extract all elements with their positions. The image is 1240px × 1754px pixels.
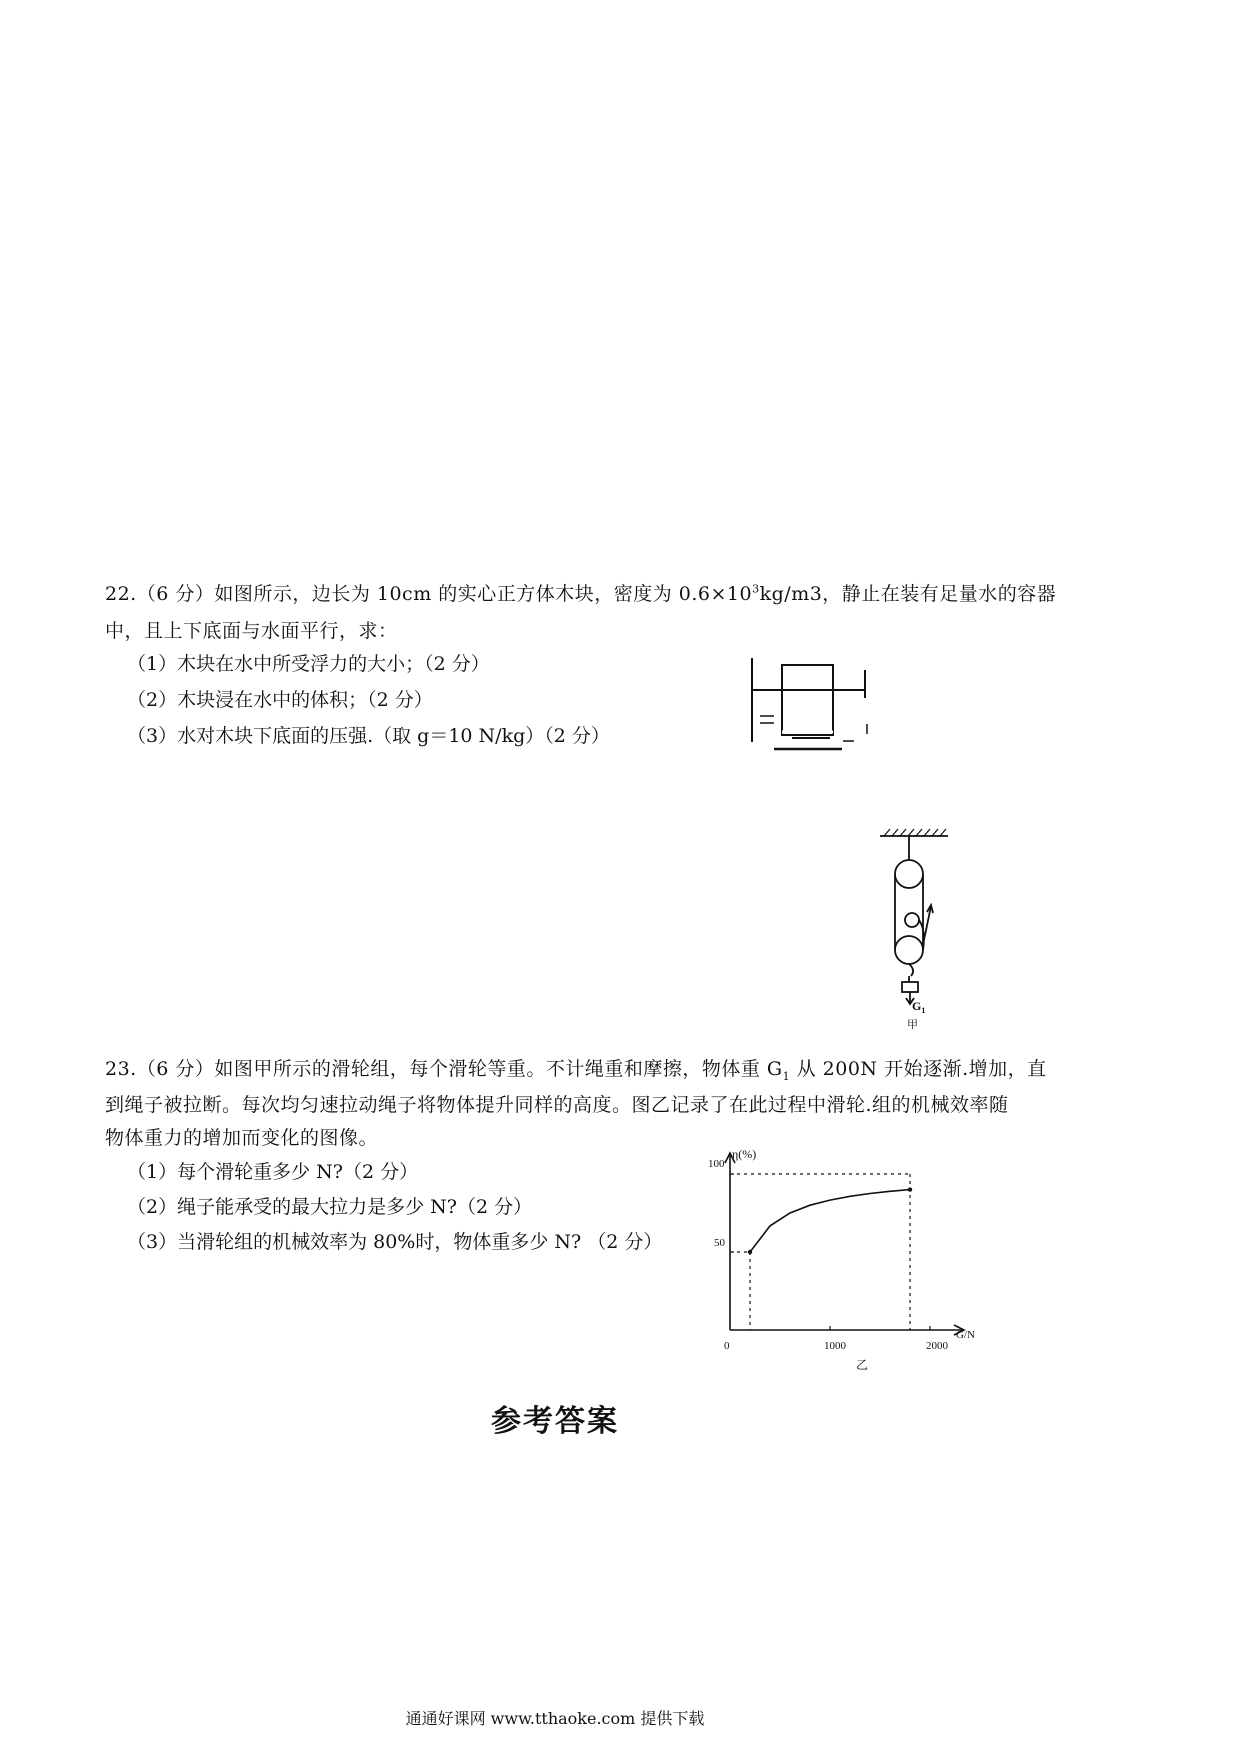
y-tick-label: 100 xyxy=(708,1158,725,1170)
data-point xyxy=(748,1250,752,1254)
q22-line1 xyxy=(105,577,1056,612)
y-axis-label: η(%) xyxy=(732,1147,757,1161)
pulley-caption: 甲 xyxy=(907,1019,918,1031)
q22-exponent: 3 xyxy=(752,582,760,596)
fixed-pulley xyxy=(895,860,923,888)
load-label: $G_1$ xyxy=(912,999,926,1015)
q23-subquestion-3: （3）当滑轮组的机械效率为 80%时，物体重多少 N? （2 分） xyxy=(127,1231,663,1253)
x-tick-label: 1000 xyxy=(824,1340,846,1352)
q23-line2: 到绳子被拉断。每次均匀速拉动绳子将物体提升同样的高度。图乙记录了在此过程中滑轮.组的机械效率随 xyxy=(105,1094,1009,1116)
efficiency-curve xyxy=(750,1190,910,1252)
q23-line1-b: 从 200N 开始逐渐.增加，直 xyxy=(790,1058,1047,1080)
chart-caption: 乙 xyxy=(856,1358,869,1372)
answer-title: 参考答案 xyxy=(491,1404,619,1439)
ceiling-hatch xyxy=(884,829,946,836)
q23-line1-a: 23.（6 分）如图甲所示的滑轮组，每个滑轮等重。不计绳重和摩擦，物体重 G xyxy=(105,1058,783,1080)
small-pulley xyxy=(905,913,919,927)
data-point xyxy=(908,1187,912,1191)
q22-line1-a: 22.（6 分）如图所示，边长为 10cm 的实心正方体木块，密度为 0.6×10 xyxy=(105,583,753,605)
q22-line2: 中，且上下底面与水面平行，求： xyxy=(105,620,398,642)
q22-subquestion-1: （1）木块在水中所受浮力的大小；（2 分） xyxy=(127,653,490,675)
load-block xyxy=(902,982,918,992)
pulley-figure xyxy=(868,822,958,1034)
q23-subquestion-2: （2）绳子能承受的最大拉力是多少 N?（2 分） xyxy=(127,1196,533,1218)
movable-pulley xyxy=(895,936,923,964)
footer: 通通好课网 www.tthaoke.com 提供下载 xyxy=(405,1709,705,1728)
q23-line3: 物体重力的增加而变化的图像。 xyxy=(105,1127,379,1149)
x-tick-label: 2000 xyxy=(926,1340,948,1352)
q23-line1 xyxy=(105,1052,1047,1087)
q22-subquestion-2: （2）木块浸在水中的体积；（2 分） xyxy=(127,689,433,711)
q22-subquestion-3: （3）水对木块下底面的压强.（取 g＝10 N/kg）（2 分） xyxy=(127,725,610,747)
x-axis-label: G/N xyxy=(956,1329,975,1341)
q23-subscript: 1 xyxy=(782,1069,791,1083)
q23-subquestion-1: （1）每个滑轮重多少 N?（2 分） xyxy=(127,1161,419,1183)
efficiency-chart xyxy=(700,1143,1020,1373)
x-tick-label: 0 xyxy=(724,1340,730,1352)
q22-line1-b: kg/m3，静止在装有足量水的容器 xyxy=(759,583,1057,605)
wood-block-figure xyxy=(748,652,878,754)
hook xyxy=(909,964,913,976)
wood-block xyxy=(782,665,833,735)
y-tick-label: 50 xyxy=(714,1237,725,1249)
